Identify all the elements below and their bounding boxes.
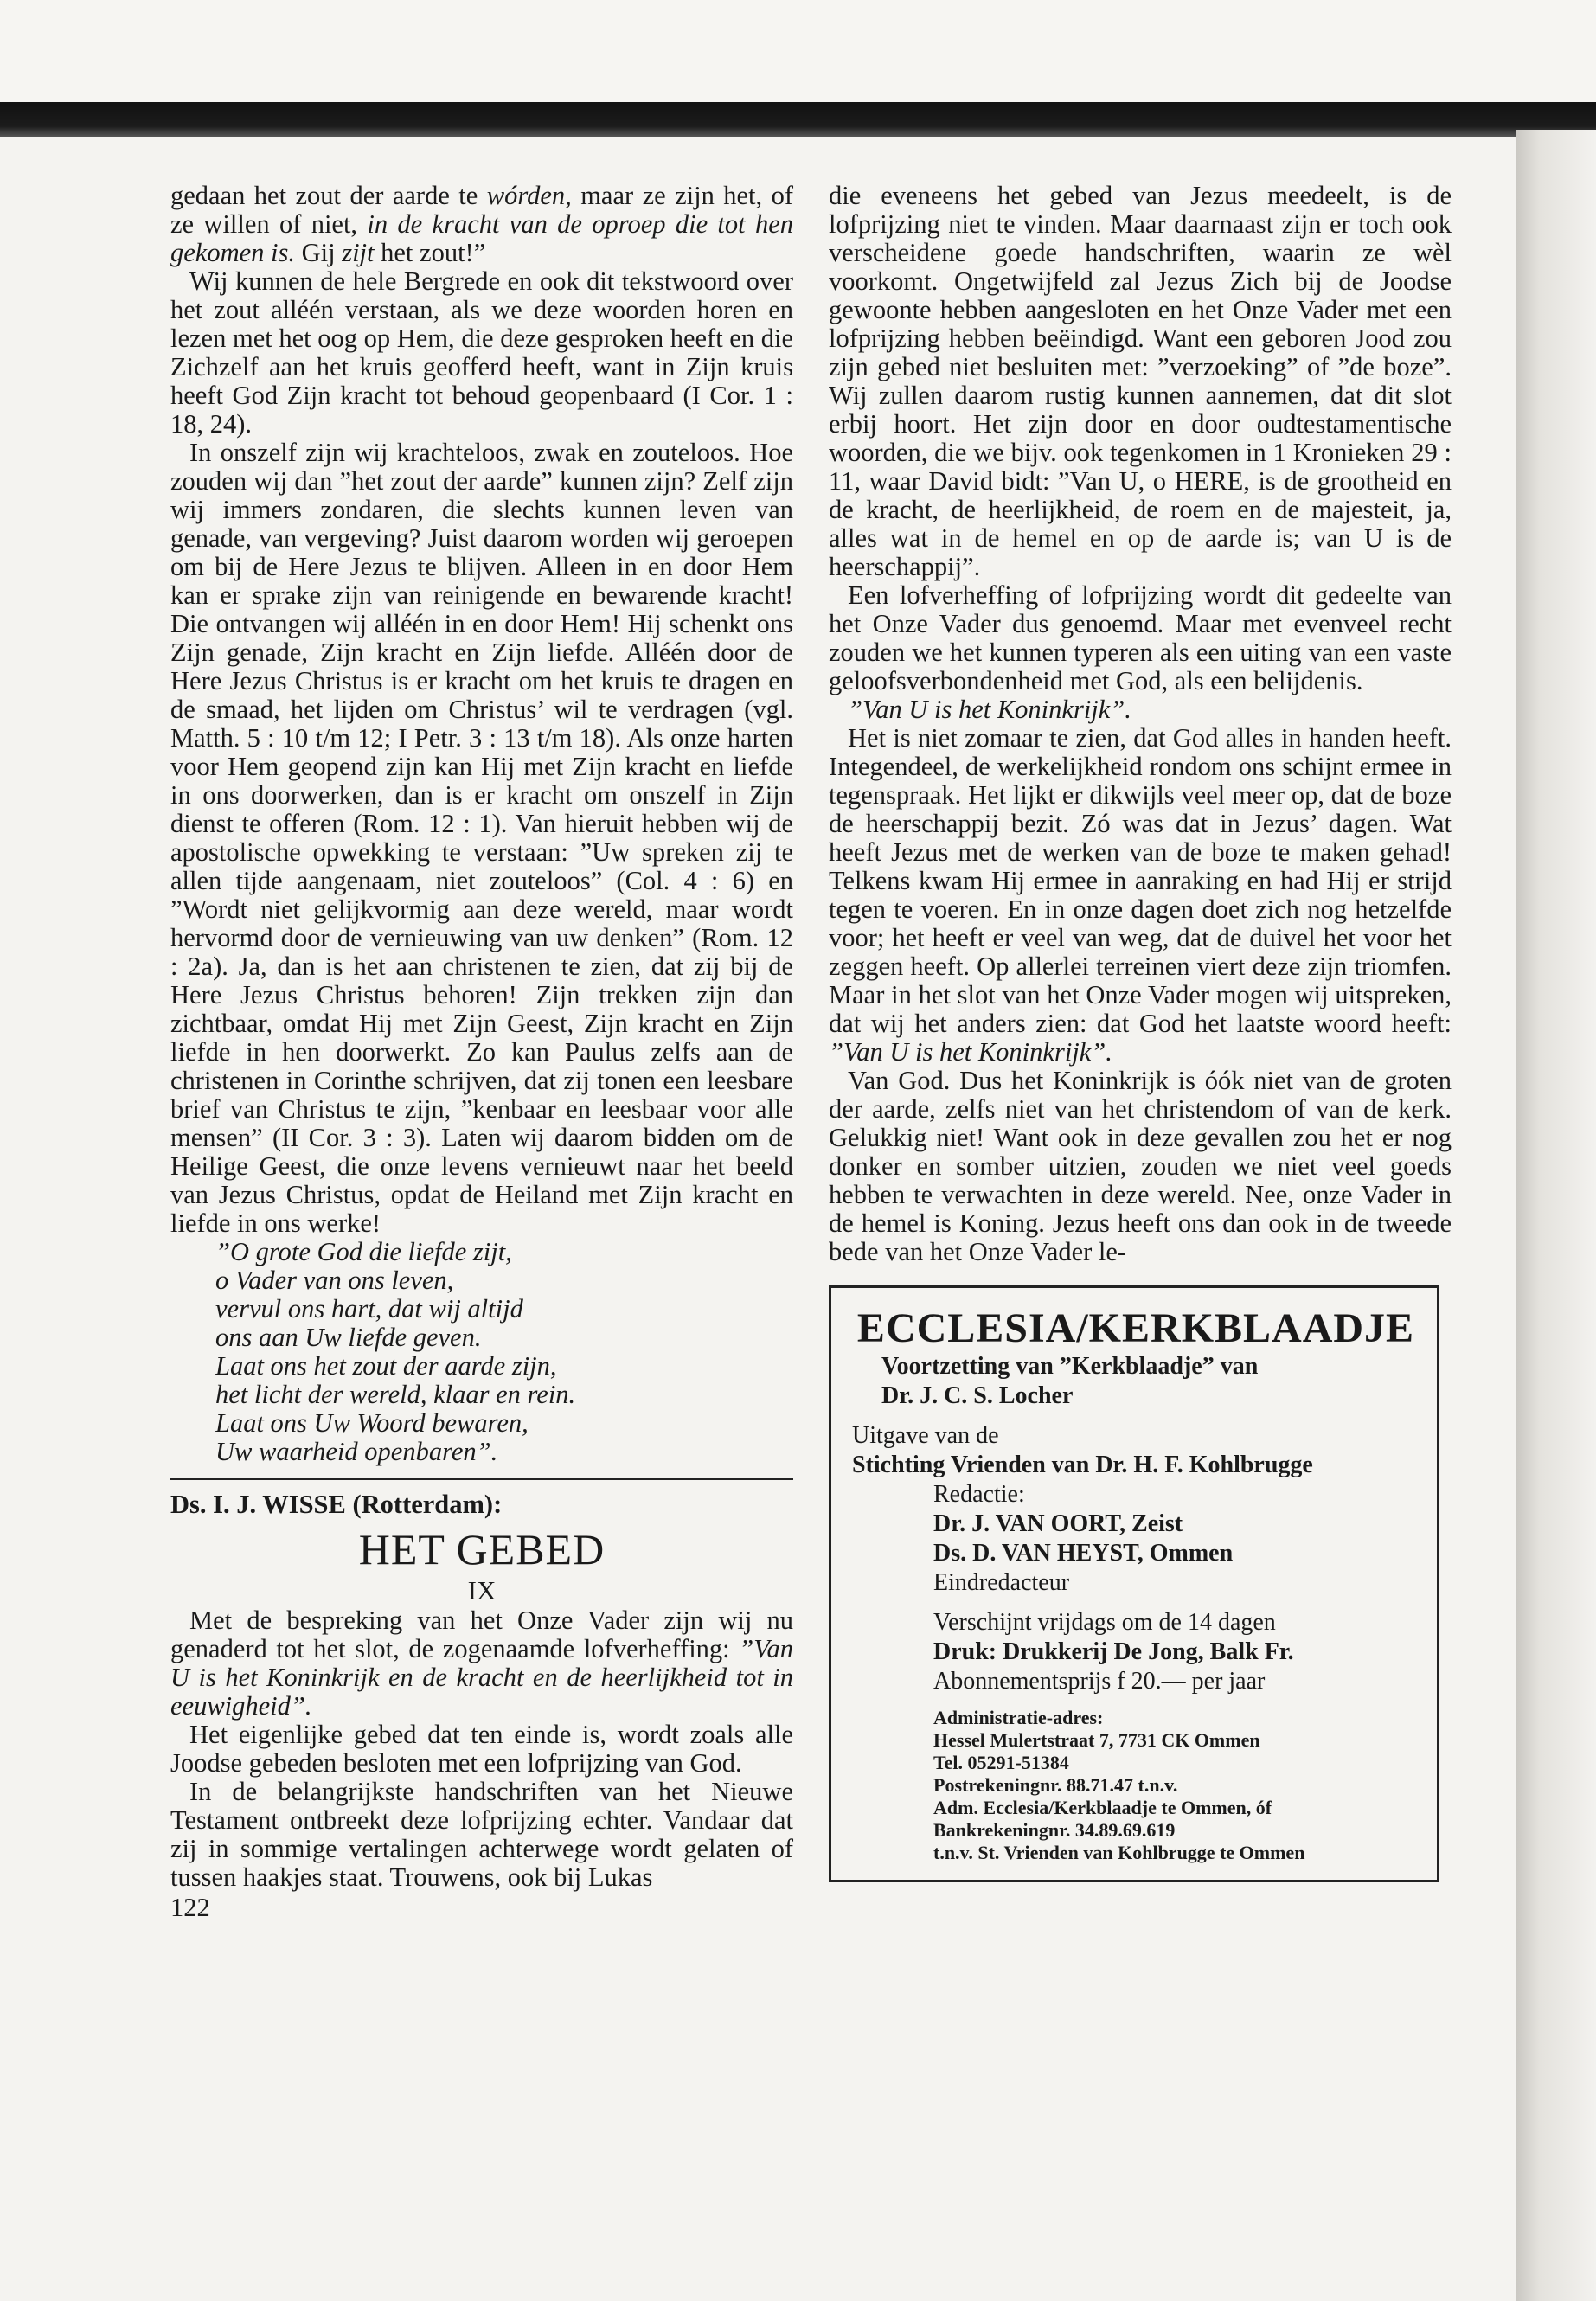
masthead-telephone: Tel. 05291-51384 xyxy=(933,1752,1069,1773)
masthead-eindredacteur: Eindredacteur xyxy=(933,1569,1070,1596)
poem-stanza xyxy=(215,1238,793,1466)
masthead-subscription: Abonnementsprijs f 20.— per jaar xyxy=(933,1668,1266,1695)
masthead-editor-1: Dr. J. VAN OORT, Zeist xyxy=(933,1510,1183,1537)
poem-line: Laat ons het zout der aarde zijn, xyxy=(215,1351,557,1381)
left-paragraph-3: In onszelf zijn wij krachteloos, zwak en zouteloos. Hoe zouden wij dan ”het zout der aarde” kunnen zijn? Zelf zijn wij immers zondaren, die slechts kunnen leven van genade, van vergeving? Juist daarom worden wij geroepen om bij de Here Jezus te blijven. Alleen in en door Hem kan er sprake zijn van reinigende en bewarende kracht! Die ontvangen wij alléén in en door Hem! Hij schenkt ons Zijn genade, Zijn kracht en Zijn liefde. Alléén door de Here Jezus Christus is er kracht om het kruis te dragen en de smaad, het lijden om Christus’ wil te verdragen (vgl. Matth. 5 : 10 t/m 12; I Petr. 3 : 13 t/m 18). Als onze harten voor Hem geopend zijn kan Hij met Zijn kracht en liefde in ons doorwerken, dan is er kracht om onszelf in Zijn dienst te offeren (Rom. 12 : 1). Van hieruit hebben wij de apostolische opwekking te verstaan: ”Uw spreken zij te allen tijde aangenaam, niet zouteloos” (Col. 4 : 6) en ”Wordt niet gelijkvormig aan deze wereld, maar wordt hervormd door de vernieuwing van uw denken” (Rom. 12 : 2a). Ja, dan is het aan christenen te zien, dat zij bij de Here Jezus Christus behoren! Zijn trekken zijn dan zichtbaar, omdat Hij met Zijn Geest, Zijn kracht en Zijn liefde in hen doorwerkt. Zo kan Paulus zelfs aan de christenen in Corinthe schrijven, dat zij tonen een leesbare brief van Christus te zijn, ”kenbaar en leesbaar voor alle mensen” (II Cor. 3 : 3). Laten wij daarom bidden om de Heilige Geest, die onze levens vernieuwt naar het beeld van Jezus Christus, opdat de Heiland met Zijn kracht en liefde in ons werke! xyxy=(170,438,793,1238)
scan-edge-right xyxy=(1516,130,1596,2301)
left-paragraph-5: Het eigenlijke gebed dat ten einde is, wordt zoals alle Joodse gebeden besloten met een lofprijzing van God. xyxy=(170,1720,793,1778)
masthead-redactie-label: Redactie: xyxy=(933,1481,1025,1508)
masthead-account-holder: Adm. Ecclesia/Kerkblaadje te Ommen, óf xyxy=(933,1797,1272,1818)
poem-line: ”O grote God die liefde zijt, xyxy=(215,1237,512,1266)
magazine-page xyxy=(0,137,1516,2301)
right-column xyxy=(829,182,1452,1882)
poem-line: het licht der wereld, klaar en rein. xyxy=(215,1380,576,1409)
masthead-title: ECCLESIA/KERKBLAADJE xyxy=(856,1305,1415,1351)
right-paragraph-1: die eveneens het gebed van Jezus meedeelt, is de lofprijzing niet te vinden. Maar daarnaast zijn er toch ook verscheidene goede handschriften, waarin ze wèl voorkomt. Ongetwijfeld zal Jezus Zich bij de Joodse gewoonte hebben aangesloten en het Onze Vader met een lofprijzing hebben beëindigd. Want een geboren Jood zou zijn gebed niet besluiten met: ”verzoeking” of ”de boze”. Wij zullen daarom rustig kunnen aannemen, dat dit slot erbij hoort. Het zijn door en door oudtestamentische woorden, die we bijv. ook tegenkomen in 1 Kronieken 29 : 11, waar David bidt: ”Van U, o HERE, is de grootheid en de kracht, de heerlijkheid, de roem en de majesteit, ja, alles wat in de hemel en op de aarde is; van U is de heerschappij”. xyxy=(829,181,1452,581)
poem-line: ons aan Uw liefde geven. xyxy=(215,1323,482,1352)
masthead-postal-account: Postrekeningnr. 88.71.47 t.n.v. xyxy=(933,1774,1178,1796)
masthead-bank-account: Bankrekeningnr. 34.89.69.619 xyxy=(933,1819,1176,1841)
article-section-number: IX xyxy=(467,1575,497,1606)
section-divider xyxy=(170,1478,793,1480)
left-paragraph-6: In de belangrijkste handschriften van het Nieuwe Testament ontbreekt deze lofprijzing echter. Vandaar dat zij in sommige vertalingen achterwege wordt gelaten of tussen haakjes staat. Trouwens, ook bij Lukas xyxy=(170,1777,793,1892)
page-number: 122 xyxy=(170,1893,210,1922)
masthead-schedule: Verschijnt vrijdags om de 14 dagen xyxy=(933,1609,1276,1636)
scan-edge-bar xyxy=(0,102,1596,137)
masthead-subtitle: Voortzetting van ”Kerkblaadje” van xyxy=(881,1353,1259,1380)
right-paragraph-2: Een lofverheffing of lofprijzing wordt dit gedeelte van het Onze Vader dus genoemd. Maar met evenveel recht zouden we het kunnen typeren als een uiting van een vaste geloofsverbondenheid met God, als een belijdenis. xyxy=(829,580,1452,695)
masthead-publisher-label: Uitgave van de xyxy=(852,1422,999,1449)
masthead-bank-holder: t.n.v. St. Vrienden van Kohlbrugge te Ommen xyxy=(933,1842,1305,1863)
masthead-editor-2: Ds. D. VAN HEYST, Ommen xyxy=(933,1540,1234,1567)
poem-line: vervul ons hart, dat wij altijd xyxy=(215,1294,523,1324)
right-paragraph-5: Van God. Dus het Koninkrijk is óók niet van de groten der aarde, zelfs niet van het christendom of van de kerk. Gelukkig niet! Want ook in deze gevallen zou het er nog donker en somber uitzien, zouden we niet veel goeds hebben te verwachten in deze wereld. Nee, onze Vader in de hemel is Koning. Jezus heeft ons dan ook in de tweede bede van het Onze Vader le- xyxy=(829,1066,1452,1266)
masthead-admin-address: Hessel Mulertstraat 7, 7731 CK Ommen xyxy=(933,1729,1260,1751)
masthead-admin-label: Administratie-adres: xyxy=(933,1707,1104,1728)
right-paragraph-4: Het is niet zomaar te zien, dat God alles in handen heeft. Integendeel, de werkelijkheid rondom ons schijnt ermee in tegenspraak. Het lijkt er dikwijls veel meer op, dat de boze de heerschappij bezit. Zó was dat in Jezus’ dagen. Wat heeft Jezus met de werken van de boze te maken gehad! Telkens kwam Hij ermee in aanraking en had Hij er strijd tegen te voeren. En in onze dagen doet zich nog hetzelfde voor; het heeft er veel van weg, dat de duivel het voor het zeggen heeft. Op allerlei terreinen viert deze zijn triomfen. Maar in het slot van het Onze Vader mogen wij uitspreken, dat wij het anders zien: dat God het laatste woord heeft: ”Van U is het Koninkrijk”. xyxy=(829,723,1452,1067)
article-byline: Ds. I. J. WISSE (Rotterdam): xyxy=(170,1490,503,1519)
poem-line: Uw waarheid openbaren”. xyxy=(215,1437,498,1466)
poem-line: Laat ons Uw Woord bewaren, xyxy=(215,1408,529,1438)
right-paragraph-3: ”Van U is het Koninkrijk”. xyxy=(848,695,1131,724)
masthead-box xyxy=(829,1285,1439,1882)
poem-line: o Vader van ons leven, xyxy=(215,1266,454,1295)
left-paragraph-4: Met de bespreking van het Onze Vader zijn wij nu genaderd tot het slot, de zogenaamde lofverheffing: ”Van U is het Koninkrijk en de kracht en de heerlijkheid tot in eeuwigheid”. xyxy=(170,1606,793,1721)
masthead-founder: Dr. J. C. S. Locher xyxy=(881,1382,1074,1409)
left-paragraph-2: Wij kunnen de hele Bergrede en ook dit tekstwoord over het zout alléén verstaan, als we deze woorden horen en lezen met het oog op Hem, die deze gesproken heeft en die Zichzelf aan het kruis geofferd heeft, want in Zijn kruis heeft God Zijn kracht tot behoud geopenbaard (I Cor. 1 : 18, 24). xyxy=(170,266,793,439)
article-headline: HET GEBED xyxy=(358,1525,606,1574)
masthead-printer: Druk: Drukkerij De Jong, Balk Fr. xyxy=(933,1638,1294,1665)
left-column xyxy=(170,182,793,1922)
left-paragraph-1: gedaan het zout der aarde te wórden, maar ze zijn het, of ze willen of niet, in de kracht van de oproep die tot hen gekomen is. Gij zijt het zout!” xyxy=(170,181,794,267)
masthead-publisher: Stichting Vrienden van Dr. H. F. Kohlbrugge xyxy=(852,1452,1313,1478)
scan-margin-top xyxy=(0,0,1596,108)
